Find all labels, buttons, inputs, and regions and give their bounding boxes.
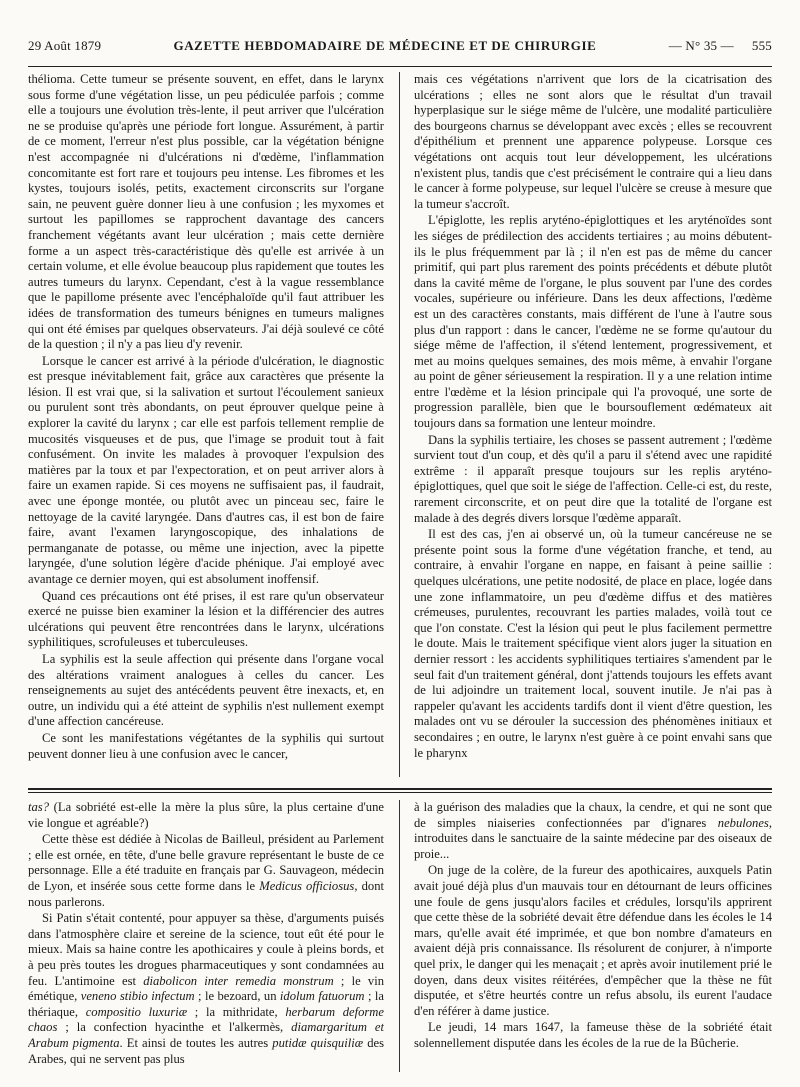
paragraph xyxy=(28,911,384,1067)
header-right xyxy=(669,38,772,54)
text-run: Si Patin s'était contenté, pour appuyer sa thèse, d'arguments puisés dans l'atmosphère claire et sereine de la science, tout eût été pour le mieux. Mais sa haine contre les apothicaires y coule à pleins bords, et à peu près toutes les drogues pharmaceutiques y sont condamnées au feu. L'antimoine est xyxy=(28,911,384,988)
text-run: ; le bezoard, un xyxy=(194,989,280,1004)
text-run: des Arabes, qui ne servent pas plus xyxy=(28,1035,384,1066)
journal-title: GAZETTE HEBDOMADAIRE DE MÉDECINE ET DE CHIRURGIE xyxy=(173,38,597,53)
text-run: ; le vin émétique, xyxy=(28,973,384,1004)
italic-text: nebulones xyxy=(717,815,769,830)
italic-text: tas? xyxy=(28,800,49,814)
italic-text: idolum fatuorum xyxy=(279,989,365,1004)
paragraph: Ce sont les manifestations végétantes de la syphilis qui surtout peuvent donner lieu à une confusion avec le cancer, xyxy=(28,730,384,761)
paragraph xyxy=(28,800,384,831)
feuilleton-column-2 xyxy=(414,800,772,1070)
paragraph: Lorsque le cancer est arrivé à la période d'ulcération, le diagnostic est presque inévitablement fait, grâce aux caractères que présente la lésion. Il est vrai que, si la salivation et surtout l'écoulement sanieux ou purulent sont très abondants, on peut éprouver quelque peine à explorer la cavité du larynx ; car elle est parfois tellement remplie de mucosités visqueuses et de pus, que l'image se produit tout à fait confusément. On invite les malades à provoquer l'expulsion des matières par la toux et par l'expectoration, et on peut arriver alors à faire un examen rapide. Si ces moyens ne suffisaient pas, il faudrait, avec une éponge montée, ou plutôt avec un pinceau sec, faire le nettoyage de la cavité laryngée. Dans d'autres cas, il est bon de faire faire, avant l'examen laryngoscopique, des inhalations de permanganate de potasse, ou même une injection, avec la pipette laryngée, d'une solution légère d'acide phénique. J'ai employé avec avantage ce dernier moyen, qui est absolument inoffensif. xyxy=(28,353,384,586)
text-run: à la guérison des maladies que la chaux, la cendre, et qui ne sont que de simples niaiseries confectionnées par d'ignares xyxy=(414,800,772,830)
paragraph: thélioma. Cette tumeur se présente souvent, en effet, dans le larynx sous forme d'une végétation lisse, un peu pédiculée parfois ; comme elle a toujours une évolution très-lente, il peut arriver que l'ulcération ne se produise qu'après une période fort longue. Assurément, à partir de ce moment, l'erreur n'est plus possible, car la végétation bénigne n'est accompagnée ni d'ulcérations ni d'œdème, l'inflammation concomitante est fort rare et toujours peu intense. Les fibromes et les kystes, toujours isolés, petits, exactement circonscrits sur l'organe sain, ne peuvent guère donner lieu à une confusion ; les myxomes et surtout les papillomes se rapprochent davantage des cancers franchement végétants avant leur ulcération ; mais cette dernière forme a un aspect très-caractéristique dès qu'elle est arrivée à un certain volume, et elle évolue beaucoup plus rapidement que toutes les autres tumeurs du larynx. Cependant, c'est à la vague ressemblance que le papillome présente avec l'encéphaloïde qu'il faut attribuer les idées de transformation des tumeurs bénignes en tumeurs malignes qui ont été émises par quelques observateurs. J'ai déjà soulevé ce côté de la question ; il n'y a pas lieu d'y revenir. xyxy=(28,72,384,352)
italic-text: compositio luxuriæ xyxy=(85,1004,188,1019)
paragraph: L'épiglotte, les replis aryténo-épiglottiques et les aryténoïdes sont les siéges de prédilection des accidents tertiaires ; au moins débutent-ils le plus fréquemment par là ; il n'en est pas de même du cancer primitif, qui part plus rarement des points précédents et débute plutôt dans la cavité même de l'organe, le plus souvent par l'une des cordes vocales, supérieure ou inférieure. Dans les deux affections, l'œdème est un des caractères constants, mais différent de l'une à l'autre sous plus d'un rapport : dans le cancer, l'œdème ne se forme qu'autour du siége même de l'affection, il s'étend lentement, progressivement, et met au moins quelques semaines, des mois même, à envahir l'organe au point de gêner sérieusement la respiration. Il y a une relation intime entre l'œdème et la lésion principale qui l'a provoqué, une sorte de progression parallèle, bien que le boursouflement œdémateux ait toujours dans sa formation une lenteur moindre. xyxy=(414,213,772,431)
italic-text: diamargaritum et Arabum pigmenta xyxy=(28,1020,384,1050)
paragraph xyxy=(414,800,772,862)
page-number: 555 xyxy=(751,38,772,53)
text-run: ; la mithridate, xyxy=(187,1004,286,1019)
text-run: Cette thèse est dédiée à Nicolas de Bailleul, président au Parlement ; elle est ornée, en tête, d'une belle gravure représentant le buste de ce personnage. Elle a été traduite en français par G. Sauvageon, médecin de Lyon, et insérée sous cette forme dans le xyxy=(28,832,384,893)
text-run: ; la thériaque, xyxy=(28,989,384,1019)
italic-text: herbarum deforme chaos xyxy=(28,1004,384,1035)
section-divider-thin xyxy=(28,792,772,793)
article-column-1 xyxy=(28,72,384,777)
section-divider xyxy=(28,788,772,790)
paragraph: La syphilis est la seule affection qui présente dans l'organe vocal des altérations vraiment analogues à celles du cancer. Les renseignements au sujet des antécédents peuvent être inexacts, et, en outre, un individu qui a été atteint de syphilis n'est nullement exempt d'une affection cancéreuse. xyxy=(28,651,384,729)
italic-text: Medicus officiosus xyxy=(259,878,355,893)
issue-date: 29 Août 1879 xyxy=(28,38,102,53)
italic-text: putidæ quisquiliæ xyxy=(272,1035,364,1050)
column-rule xyxy=(399,800,400,1072)
article-column-2 xyxy=(414,72,772,777)
column-rule xyxy=(399,72,400,777)
paragraph: Quand ces précautions ont été prises, il est rare qu'un observateur exercé ne puisse bien examiner la lésion et la différencier des autres ulcérations qui peuvent être rencontrées dans le larynx, ulcérations syphilitiques, scrofuleuses et tuberculeuses. xyxy=(28,588,384,650)
text-run: , dont nous parlerons. xyxy=(28,878,384,909)
text-run: . Et ainsi de toutes les autres xyxy=(119,1035,273,1050)
paragraph: mais ces végétations n'arrivent que lors de la cicatrisation des ulcérations ; elles ne sont alors que le résultat d'un travail hyperplasique sur le siége même de l'ulcère, une modalité particulière des bourgeons charnus se développant avec excès ; elles se recouvrent d'épithélium et prennent une apparence polypeuse. Lorsque ces végétations ont acquis tout leur développement, les ulcérations n'existent plus, tandis que c'est précisément le contraire qui a lieu dans le cancer à forme polypeuse, sur lequel l'ulcère se creuse à mesure que la tumeur s'accroît. xyxy=(414,72,772,211)
feuilleton-column-1 xyxy=(28,800,384,1070)
text-run: ; la confection hyacinthe et l'alkermès, xyxy=(57,1020,292,1035)
text-run: , introduites dans le sanctuaire de la sainte médecine par des oiseaux de proie... xyxy=(414,815,772,861)
paragraph xyxy=(28,832,384,910)
italic-text: veneno stibio infectum xyxy=(80,989,195,1004)
header-rule xyxy=(28,66,772,67)
paragraph: Dans la syphilis tertiaire, les choses se passent autrement ; l'œdème survient tout d'un coup, et dès qu'il a paru il s'étend avec une rapidité extrême : il apparaît presque toujours sur les replis aryténo-épiglottiques, quel que soit le siége de l'affection. Celle-ci est, du reste, rarement circonscrite, et on peut dire que la totalité de l'organe est malade à des degrés divers lorsque l'œdème apparaît. xyxy=(414,432,772,525)
italic-text: diabolicon inter remedia monstrum xyxy=(143,973,334,988)
paragraph: Il est des cas, j'en ai observé un, où la tumeur cancéreuse ne se présente point sous la forme d'une végétation franche, et tend, au contraire, à envahir l'organe en nappe, en faisant à peine saillie : quelques ulcérations, une petite nodosité, de place en place, logée dans une zone inflammatoire, un peu d'œdème diffus et des matières crémeuses, purulentes, recouvrant les parties malades, voilà tout ce que l'on constate. C'est la lésion qui peut le plus facilement permettre le doute. Mais le traitement spécifique vient alors juger la situation en dernier ressort : les accidents syphilitiques tertiaires s'amendent par le seul fait d'un traitement général, dont j'attends toujours les effets avant de lui adjoindre un traitement local, souvent inutile. Je n'ai pas à rappeler qu'avant les accidents tardifs dont il vient d'être question, les malades ont vu se dérouler la succession des phénomènes initiaux et secondaires ; en outre, le larynx n'est guère à ce point envahi sans que le pharynx xyxy=(414,527,772,760)
paragraph: On juge de la colère, de la fureur des apothicaires, auxquels Patin avait joué déjà plus d'un mauvais tour en détournant de leurs officines une foule de gens jusqu'alors faciles et crédules, lorsqu'ils apprirent que cette thèse de la sobriété devait être défendue dans les écoles le 14 mars, qu'elle avait été imprimée, et que bon nombre d'amateurs en avaient déjà pris connaissance. Ils résolurent de conjurer, à n'importe quel prix, le danger qui les menaçait ; et après avoir inutilement prié le doyen, dans deux visites réitérées, d'empêcher que la thèse ne fût disputée, et s'être heurtés contre un refus absolu, ils eurent l'audace d'en référer à dame justice. xyxy=(414,863,772,1018)
issue-number: — N° 35 — xyxy=(668,38,734,53)
page-header xyxy=(28,38,772,60)
text-run: (La sobriété est-elle la mère la plus sûre, la plus certaine d'une vie longue et agréable?) xyxy=(28,800,384,830)
paragraph: Le jeudi, 14 mars 1647, la fameuse thèse de la sobriété était solennellement disputée dans les écoles de la rue de la Bûcherie. xyxy=(414,1020,772,1050)
